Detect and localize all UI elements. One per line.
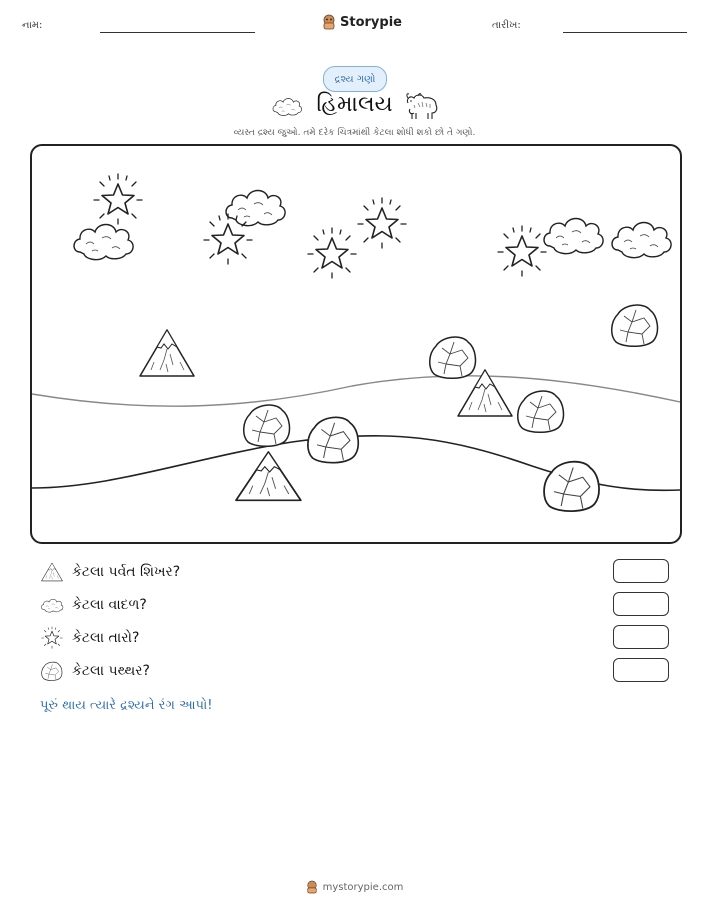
back-hill-line — [32, 376, 680, 406]
question-clouds — [40, 593, 147, 617]
date-field[interactable] — [563, 32, 687, 33]
storypie-logo-icon — [322, 14, 336, 30]
star-5 — [498, 226, 546, 276]
star-3 — [308, 228, 356, 278]
star-4 — [358, 198, 406, 248]
question-mountains — [40, 560, 180, 584]
star-1 — [94, 174, 142, 224]
cloud-4 — [612, 223, 671, 258]
name-label: નામ: — [22, 20, 43, 31]
yak-icon — [404, 89, 440, 121]
rock-2 — [430, 337, 476, 378]
answer-box-rocks[interactable] — [613, 658, 669, 682]
coloring-note: પૂરું થાય ત્યારે દ્રશ્યને રંગ આપો! — [40, 698, 213, 713]
answer-box-mountains[interactable] — [613, 559, 669, 583]
scene-illustration — [32, 146, 680, 542]
page-title: હિમાલય — [316, 92, 393, 117]
footer-url[interactable]: mystorypie.com — [322, 881, 404, 893]
rock-icon — [40, 659, 64, 683]
rock-4 — [244, 405, 290, 446]
star-icon — [40, 626, 64, 650]
cloud-icon — [40, 593, 64, 617]
instructions: વ્યસ્ત દ્રશ્ય જુઓ. તમે દરેક ચિત્રમાંથી કેટલા શોધી શકો છો તે ગણો. — [233, 128, 476, 138]
date-label: તારીખ: — [492, 20, 521, 31]
mountain-1 — [140, 330, 194, 376]
question-stars — [40, 626, 139, 650]
rock-5 — [308, 417, 358, 462]
count-scene — [30, 144, 682, 544]
footer — [0, 880, 709, 894]
cloud-2 — [226, 191, 285, 226]
question-text: કેટલા પથ્થર? — [72, 663, 150, 679]
brand-logo — [322, 14, 402, 30]
cloud-3 — [544, 219, 603, 254]
name-field[interactable] — [100, 32, 255, 33]
category-badge: દ્રશ્ય ગણો — [323, 66, 387, 92]
question-rocks — [40, 659, 150, 683]
answer-box-clouds[interactable] — [613, 592, 669, 616]
mountain-3 — [236, 452, 301, 500]
mountain-icon — [40, 560, 64, 584]
rock-1 — [612, 305, 658, 346]
question-text: કેટલા પર્વત શિખર? — [72, 564, 181, 580]
answer-box-stars[interactable] — [613, 625, 669, 649]
storypie-logo-icon — [306, 880, 318, 894]
question-text: કેટલા વાદળ? — [72, 597, 147, 613]
rock-6 — [544, 462, 599, 511]
rock-3 — [518, 391, 564, 432]
brand-name: Storypie — [340, 14, 402, 30]
cloud-1 — [74, 225, 133, 260]
question-text: કેટલા તારો? — [72, 630, 140, 646]
